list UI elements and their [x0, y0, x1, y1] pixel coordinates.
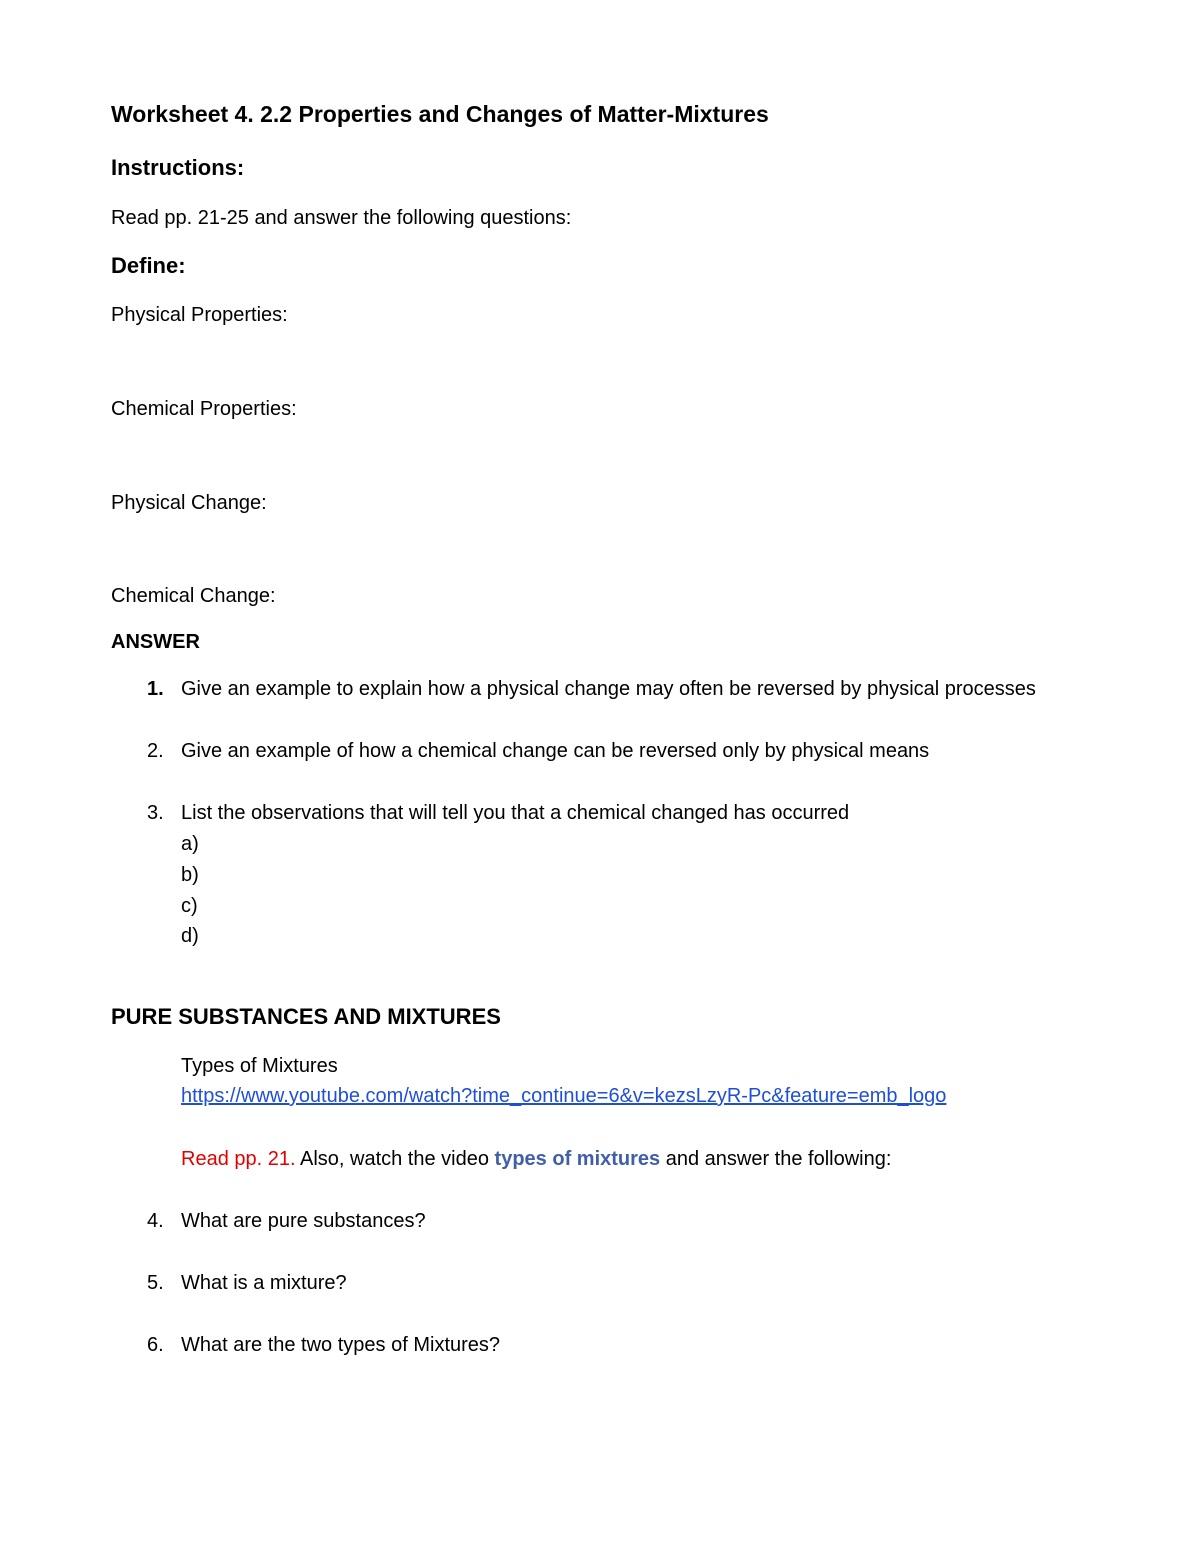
answer-following-text: and answer the following: — [660, 1148, 892, 1170]
video-label: Types of Mixtures — [181, 1055, 338, 1077]
question-number: 4. — [147, 1210, 164, 1232]
types-of-mixtures-link[interactable]: types of mixtures — [494, 1148, 661, 1170]
sub-item-b: b) — [181, 864, 199, 886]
question-4 — [147, 1209, 426, 1233]
define-term-physical-properties: Physical Properties: — [111, 304, 288, 326]
video-link[interactable]: https://www.youtube.com/watch?time_continue=6&v=kezsLzyR-Pc&feature=emb_logo — [181, 1085, 947, 1107]
sub-item-d: d) — [181, 925, 199, 947]
question-6 — [147, 1333, 500, 1357]
define-term-chemical-change: Chemical Change: — [111, 585, 276, 607]
define-term-physical-change: Physical Change: — [111, 492, 267, 514]
pure-substances-heading: PURE SUBSTANCES AND MIXTURES — [111, 1004, 501, 1029]
question-number: 1. — [147, 678, 164, 700]
question-text: What are pure substances? — [181, 1210, 426, 1232]
question-text: Give an example of how a chemical change can be reversed only by physical means — [181, 740, 930, 762]
question-number: 2. — [147, 740, 164, 762]
instructions-text: Read pp. 21-25 and answer the following questions: — [111, 207, 572, 229]
read-pages-text: Read pp. 21. — [181, 1148, 296, 1170]
question-number: 5. — [147, 1272, 164, 1294]
question-2 — [147, 739, 929, 763]
define-term-chemical-properties: Chemical Properties: — [111, 398, 297, 420]
worksheet-title: Worksheet 4. 2.2 Properties and Changes of Matter-Mixtures — [111, 101, 769, 127]
question-text: Give an example to explain how a physical change may often be reversed by physical processes — [181, 678, 1036, 700]
read-instruction-line — [181, 1147, 891, 1171]
sub-item-c: c) — [181, 895, 198, 917]
instructions-heading: Instructions: — [111, 155, 245, 180]
question-3 — [147, 801, 849, 825]
question-number: 6. — [147, 1334, 164, 1356]
question-number: 3. — [147, 802, 164, 824]
question-text: What are the two types of Mixtures? — [181, 1334, 501, 1356]
sub-item-a: a) — [181, 833, 199, 855]
question-1 — [147, 677, 1036, 701]
question-5 — [147, 1271, 347, 1295]
watch-text: Also, watch the video — [295, 1148, 495, 1170]
question-text: List the observations that will tell you that a chemical changed has occurred — [181, 802, 850, 824]
question-text: What is a mixture? — [181, 1272, 347, 1294]
define-heading: Define: — [111, 253, 186, 278]
answer-heading: ANSWER — [111, 631, 200, 653]
